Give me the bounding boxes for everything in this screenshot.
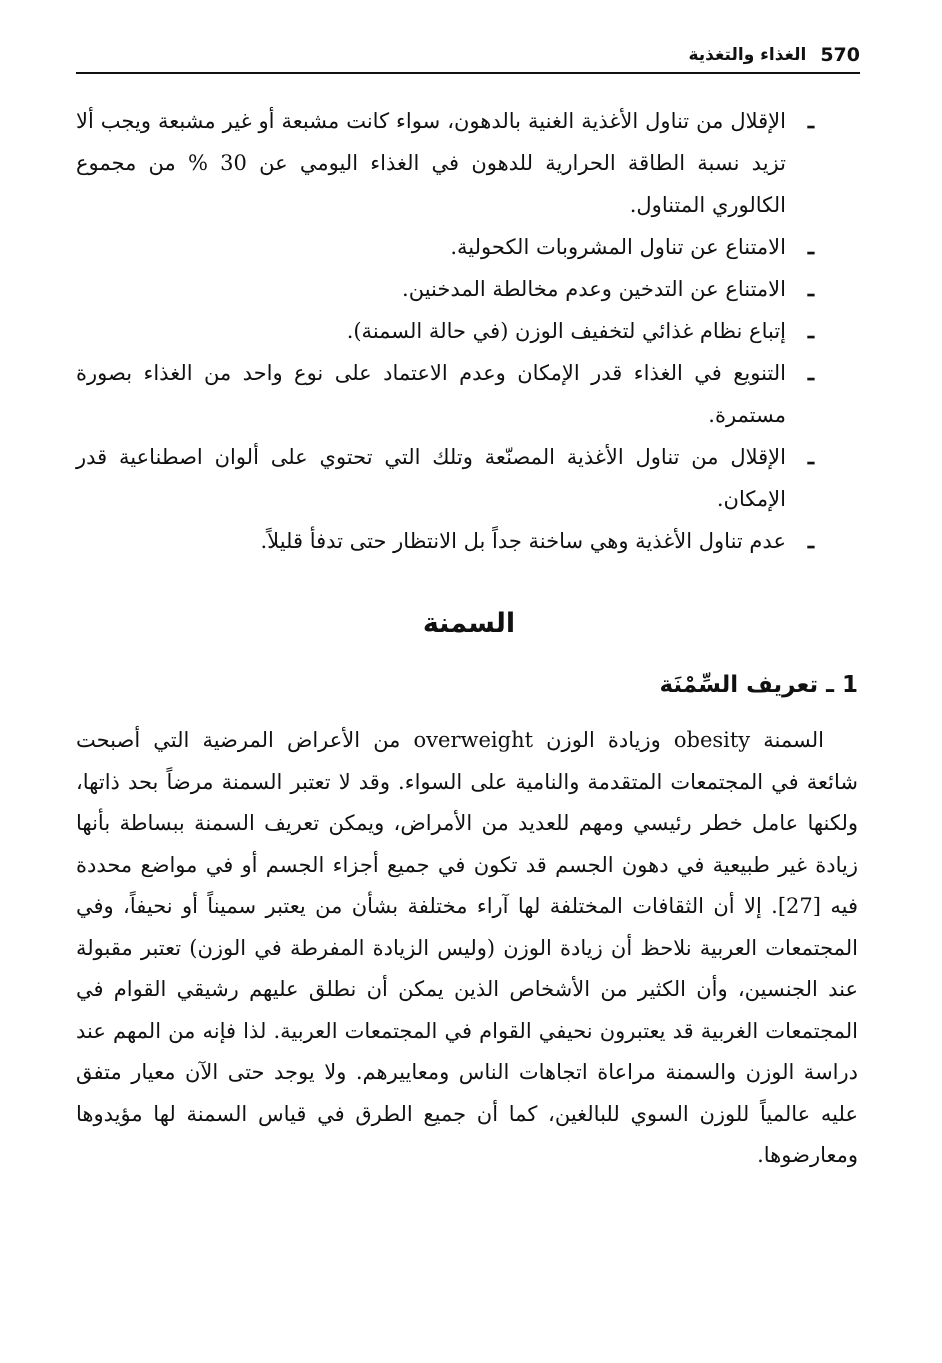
- list-item: [76, 100, 814, 226]
- list-item-text: إتباع نظام غذائي لتخفيف الوزن (في حالة السمنة).: [346, 319, 786, 343]
- list-item-text: عدم تناول الأغذية وهي ساخنة جداً بل الانتظار حتى تدفأ قليلاً.: [260, 529, 786, 553]
- list-item: [76, 226, 814, 268]
- bullet-dash: ـ: [807, 234, 814, 259]
- list-item-text: الإقلال من تناول الأغذية المصنّعة وتلك التي تحتوي على ألوان اصطناعية قدر الإمكان.: [76, 445, 786, 511]
- list-item-text: التنويع في الغذاء قدر الإمكان وعدم الاعتماد على نوع واحد من الغذاء بصورة مستمرة.: [76, 361, 786, 427]
- list-item: [76, 310, 814, 352]
- body-paragraph: السمنة obesity وزيادة الوزن overweight من الأعراض المرضية التي أصبحت شائعة في المجتمعات المتقدمة والنامية على السواء. وقد لا تعتبر السمنة مرضاً بحد ذاتها، ولكنها عامل خطر رئيسي ومهم للعديد من الأمراض، ويمكن تعريف السمنة ببساطة بأنها زيادة غير طبيعية في دهون الجسم قد تكون في جميع أجزاء الجسم أو في مواضع محددة فيه [27]. إلا أن الثقافات المختلفة لها آراء مختلفة بشأن من يعتبر سميناً أو نحيفاً، وفي المجتمعات العربية نلاحظ أن زيادة الوزن (وليس الزيادة المفرطة في الوزن) تعتبر مقبولة عند الجنسين، وأن الكثير من الأشخاص الذين يمكن أن نطلق عليهم رشيقي القوام في المجتمعات الغربية قد يعتبرون نحيفي القوام في المجتمعات العربية. لذا فإنه من المهم عند دراسة الوزن والسمنة مراعاة اتجاهات الناس ومعاييرهم. ولا يوجد حتى الآن معيار متفق عليه عالمياً للوزن السوي للبالغين، كما أن جميع الطرق في قياس السمنة لها مؤيدوها ومعارضوها.: [76, 728, 858, 1167]
- running-header: [76, 38, 860, 74]
- bullet-dash: ـ: [807, 528, 814, 553]
- subsection-title: 1 ـ تعريف السِّمْنَة: [659, 672, 858, 698]
- list-item: [76, 268, 814, 310]
- page-number: 570: [820, 44, 860, 66]
- list-item: [76, 436, 814, 520]
- list-item-text: الإقلال من تناول الأغذية الغنية بالدهون، سواء كانت مشبعة أو غير مشبعة ويجب ألا تزيد نسبة الطاقة الحرارية للدهون في الغذاء اليومي عن 30 % من مجموع الكالوري المتناول.: [76, 109, 786, 217]
- list-item-text: الامتناع عن تناول المشروبات الكحولية.: [450, 235, 786, 259]
- list-item: [76, 352, 814, 436]
- bullet-dash: ـ: [807, 276, 814, 301]
- list-item-text: الامتناع عن التدخين وعدم مخالطة المدخنين.: [402, 277, 786, 301]
- bullet-dash: ـ: [807, 360, 814, 385]
- bullet-dash: ـ: [807, 444, 814, 469]
- running-header-title: الغذاء والتغذية: [688, 45, 807, 65]
- section-title: السمنة: [422, 608, 516, 639]
- bullet-dash: ـ: [807, 108, 814, 133]
- bullet-dash: ـ: [807, 318, 814, 343]
- recommendation-list: [76, 100, 814, 562]
- list-item: [76, 520, 814, 562]
